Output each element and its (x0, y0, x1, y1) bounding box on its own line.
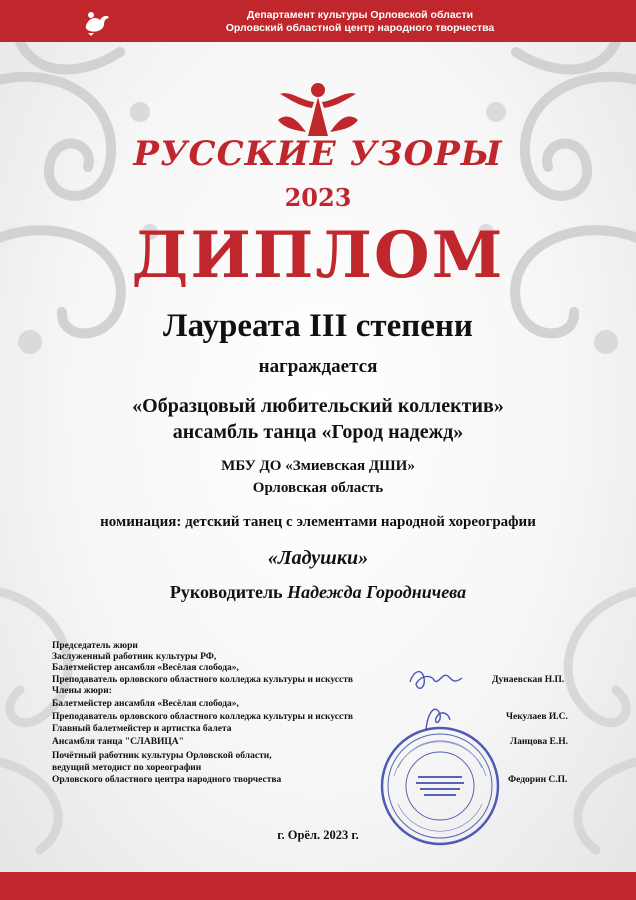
jury-line: Балетмейстер ансамбля «Весёлая слобода», (52, 663, 239, 673)
city-year: г. Орёл. 2023 г. (277, 828, 359, 842)
header-center: Орловский областной центр народного творчества (225, 22, 495, 34)
jury-line: Главный балетмейстер и артистка балета (52, 724, 232, 734)
awarded-text: награждается (258, 356, 378, 377)
jury-line: ведущий методист по хореографии (52, 763, 202, 773)
jury-member-name: Чекулаев И.С. (506, 712, 568, 722)
jury-line: Преподаватель орловского областного колледжа культуры и искусств (52, 712, 354, 722)
nomination-text: номинация: детский танец с элементами народной хореографии (100, 514, 536, 530)
festival-year: 2023 (284, 183, 352, 212)
ensemble-name: ансамбль танца «Город надежд» (172, 421, 464, 443)
director-line (0, 582, 636, 603)
jury-line: Члены жюри: (52, 686, 112, 696)
jury-line: Преподаватель орловского областного колледжа культуры и искусств (52, 675, 354, 685)
jury-line: Орловского областного центра народного творчества (52, 775, 282, 785)
jury-chair-name: Дунаевская Н.П. (492, 675, 565, 685)
footer-band (0, 872, 636, 900)
bottom-right-ornament-icon (516, 560, 636, 860)
header-department: Департамент культуры Орловской области (246, 9, 474, 21)
director-name: Надежда Городничева (287, 582, 467, 602)
jury-member-name: Федорин С.П. (508, 775, 568, 785)
collective-name: «Образцовый любительский коллектив» (132, 395, 504, 417)
school-name: МБУ ДО «Змиевская ДШИ» (221, 458, 415, 474)
jury-line: Ансамбля танца "СЛАВИЦА" (52, 737, 184, 747)
region-name: Орловская область (252, 480, 384, 496)
jury-line: Председатель жюри (52, 641, 138, 651)
jury-member-name: Ланцова Е.Н. (510, 737, 569, 747)
dance-title: «Ладушки» (267, 547, 369, 569)
jury-line: Почётный работник культуры Орловской области, (52, 751, 272, 761)
header-text (130, 9, 590, 35)
folk-dancer-emblem-icon (270, 80, 366, 140)
director-label: Руководитель (169, 582, 283, 602)
festival-title: РУССКИЕ УЗОРЫ (133, 134, 503, 174)
jury-line: Заслуженный работник культуры РФ, (52, 652, 217, 662)
diploma-title: ДИПЛОМ (131, 218, 505, 293)
laureate-degree: Лауреата III степени (163, 308, 473, 344)
bottom-left-ornament-icon (0, 560, 120, 860)
bird-logo-icon (82, 8, 112, 36)
signature-chair-icon (404, 662, 468, 696)
jury-line: Балетмейстер ансамбля «Весёлая слобода», (52, 699, 239, 709)
